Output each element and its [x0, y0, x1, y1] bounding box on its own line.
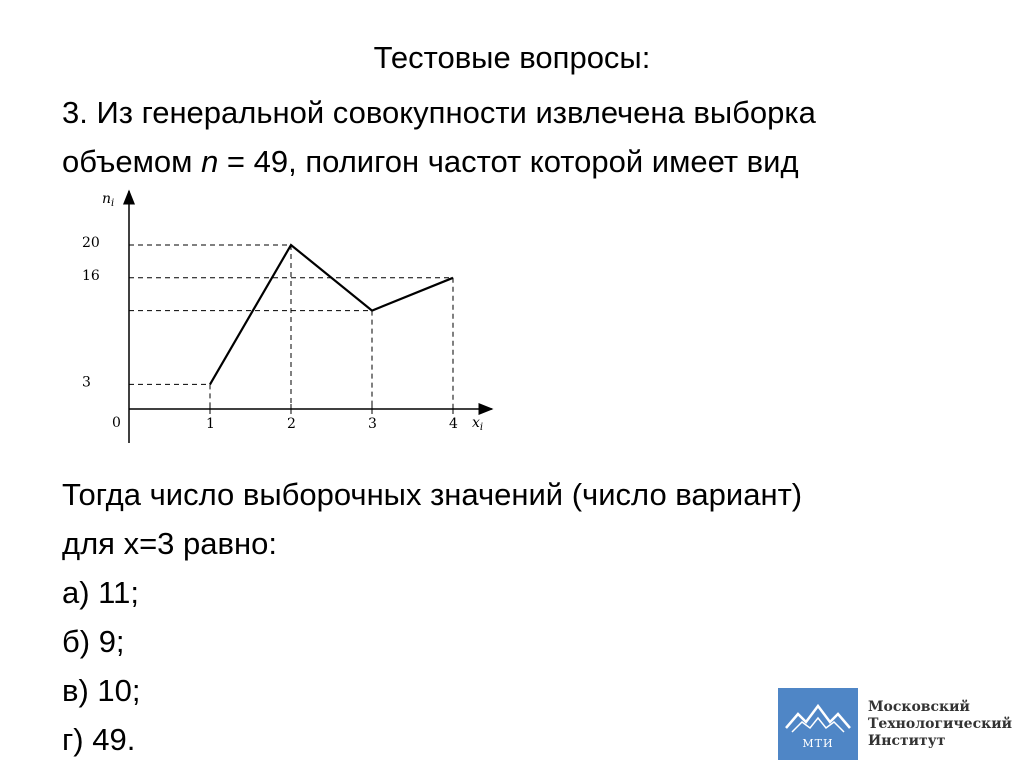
logo-abbreviation: МТИ [802, 737, 834, 750]
sample-size-variable: n [201, 144, 219, 179]
y-tick-label-3: 3 [82, 374, 91, 391]
question-line-2-after: = 49, полигон частот которой имеет вид [218, 144, 799, 179]
frequency-polygon-chart [80, 185, 510, 455]
y-tick-label-16: 16 [82, 267, 100, 284]
y-axis-label [102, 191, 114, 209]
slide-title: Тестовые вопросы: [373, 40, 651, 75]
x-axis-label-x: x [472, 415, 480, 431]
logo-name [868, 699, 1012, 750]
follow-up-text [62, 470, 1002, 568]
x-tick-label-4: 4 [449, 416, 458, 432]
y-ticks [82, 235, 100, 390]
question-text [62, 88, 1002, 186]
y-axis-label-n: n [102, 191, 112, 207]
y-tick-label-20: 20 [82, 235, 100, 251]
question-line-1: 3. Из генеральной совокупности извлечена выборка [62, 95, 816, 130]
x-axis-label-sub: i [479, 422, 484, 433]
question-line-2-before: объемом [62, 144, 202, 179]
logo-name-line-2: Технологический [868, 715, 1012, 732]
answer-options [62, 568, 141, 764]
x-tick-label-3: 3 [368, 416, 377, 432]
polygon-line [210, 245, 453, 384]
dashed-guides [129, 245, 453, 409]
logo-name-line-3: Институт [868, 732, 946, 749]
answer-option-b[interactable]: б) 9; [62, 624, 125, 659]
follow-up-line-2: для x=3 равно: [62, 526, 277, 561]
y-axis-label-sub: i [111, 198, 115, 209]
question-line-2 [62, 137, 1002, 186]
answer-option-a[interactable]: а) 11; [62, 575, 139, 610]
answer-option-d[interactable]: г) 49. [62, 722, 136, 757]
logo-emblem [778, 688, 858, 760]
follow-up-line-1: Тогда число выборочных значений (число вариант) [62, 477, 803, 512]
x-tick-label-2: 2 [287, 416, 296, 432]
x-ticks [206, 404, 458, 432]
x-tick-label-1: 1 [206, 416, 215, 432]
logo-name-line-1: Московский [868, 698, 970, 715]
origin-label: 0 [112, 415, 121, 431]
answer-option-c[interactable]: в) 10; [62, 673, 141, 708]
x-axis-label [472, 415, 483, 433]
institute-logo [778, 688, 1018, 760]
